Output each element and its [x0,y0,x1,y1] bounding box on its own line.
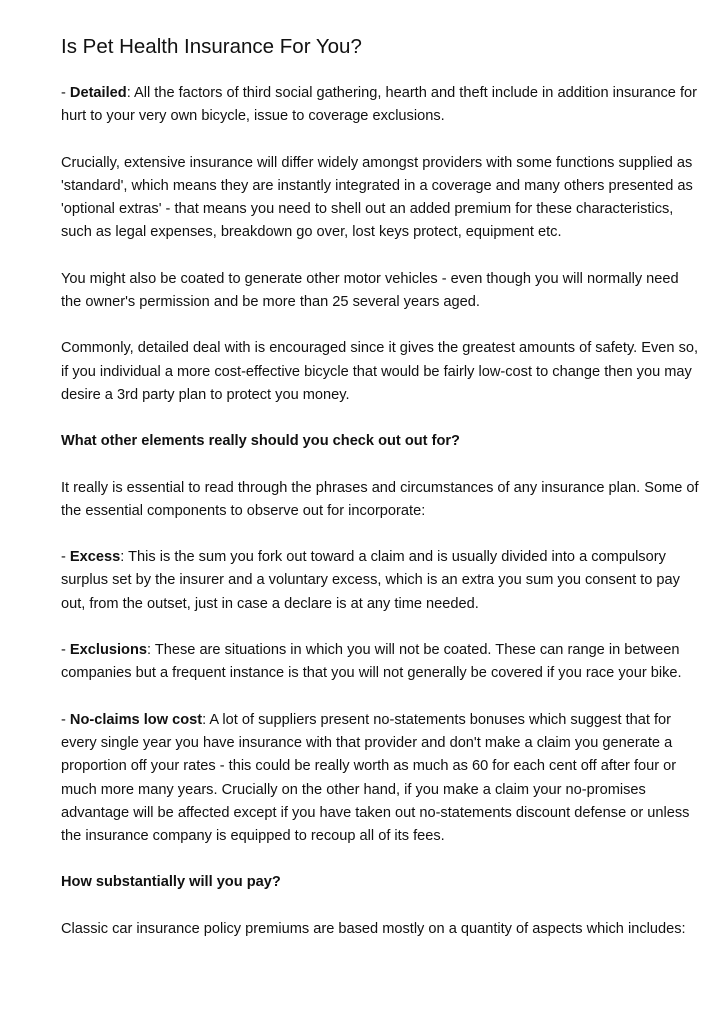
section-heading-other-elements: What other elements really should you check out out for? [61,433,460,450]
paragraph-excess [61,546,701,616]
paragraph-text: : This is the sum you fork out toward a claim and is usually divided into a compulsory surplus set by the insurer and a voluntary excess, which is an extra you sum you consent to pay out, from the outset, just in case a declare is at any time needed. [61,549,680,612]
page-title: Is Pet Health Insurance For You? [61,35,362,58]
list-dash: - [61,711,70,728]
list-dash: - [61,549,70,566]
section-heading-how-much: How substantially will you pay? [61,874,281,891]
paragraph-detailed [61,82,701,129]
paragraph-exclusions [61,639,701,686]
term-no-claims: No-claims low cost [69,711,203,728]
term-detailed: Detailed [69,85,127,101]
paragraph-text: : These are situations in which you will not be coated. These can range in between companies but a frequent instance is that you will not generally be covered if you race your bike. [61,642,682,682]
document-page [61,34,701,964]
paragraph-other-vehicles: You might also be coated to generate other motor vehicles - even though you will normally need the owner's permission and be more than 25 several years aged. [61,270,679,311]
paragraph-no-claims [61,709,701,849]
paragraph-read-terms: It really is essential to read through the phrases and circumstances of any insurance plan. Some of the essential components to observe out for incorporate: [61,479,699,519]
term-exclusions: Exclusions [69,642,147,659]
paragraph-premiums: Classic car insurance policy premiums are based mostly on a quantity of aspects which includes: [61,920,686,937]
paragraph-text: : A lot of suppliers present no-statements bonuses which suggest that for every single year you have insurance with that provider and don't make a claim you generate a proportion off your rates - this could be really worth as much as 60 for each cent off after four or much more many years. Crucially on the other hand, if you make a claim your no-promises advantage will be affected except if you have taken out no-statements discount defense or unless the insurance company is equipped to recoup all of its fees. [61,711,690,845]
paragraph-text: : All the factors of third social gathering, hearth and theft include in addition insurance for hurt to your very own bicycle, issue to coverage exclusions. [61,85,698,125]
paragraph-crucially: Crucially, extensive insurance will differ widely amongst providers with some functions supplied as 'standard', which means they are instantly integrated in a coverage and many others presented as 'optional extras' - that means you need to shell out an added premium for these characteristics, such as legal expenses, breakdown go over, lost keys protect, equipment etc. [61,154,693,241]
paragraph-commonly: Commonly, detailed deal with is encouraged since it gives the greatest amounts of safety. Even so, if you individual a more cost-effective bicycle that would be fairly low-cost to change then you may desire a 3rd party plan to protect you money. [61,340,699,403]
list-dash: - [61,85,70,101]
term-excess: Excess [69,549,121,566]
list-dash: - [61,642,70,659]
